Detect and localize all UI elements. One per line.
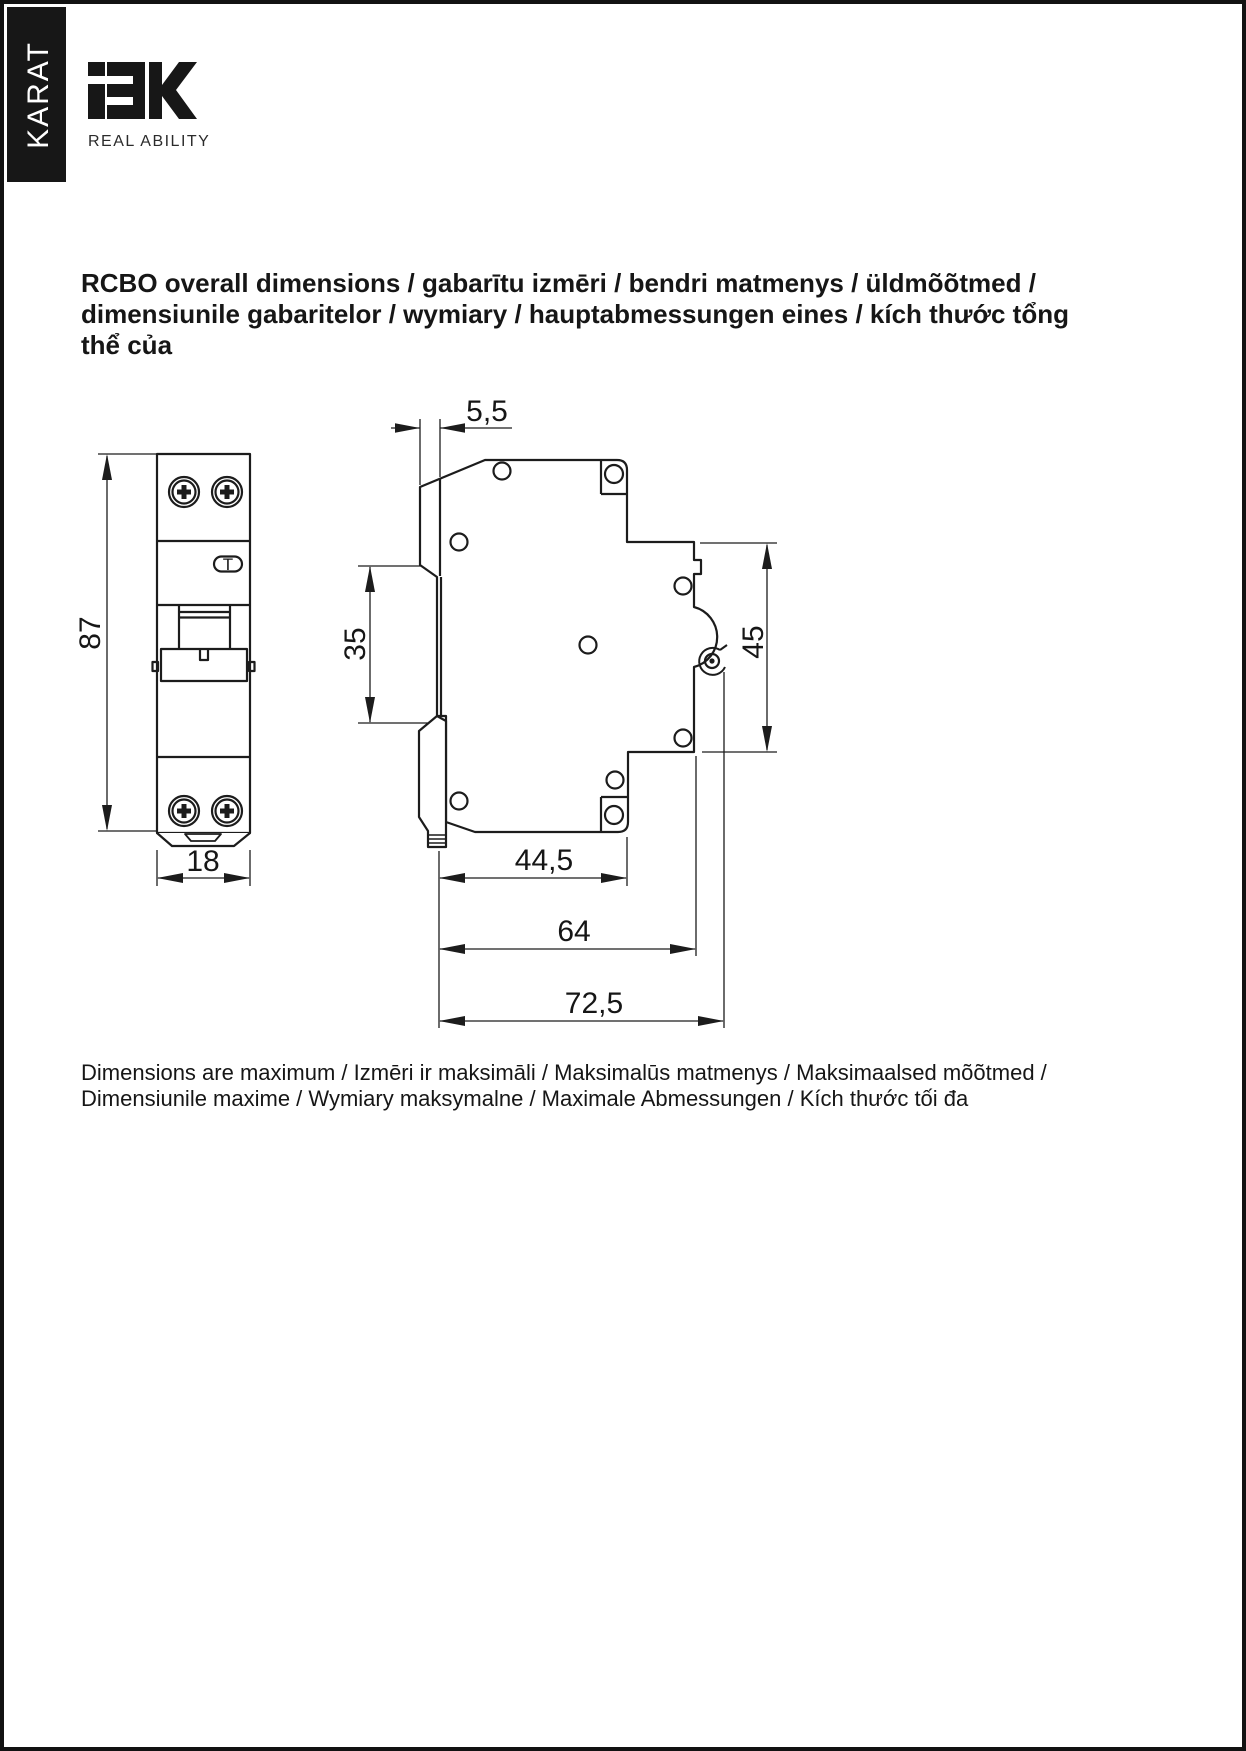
side-body-outline <box>420 460 717 832</box>
logo-tagline: REAL ABILITY <box>88 133 211 150</box>
karat-label: KARAT <box>22 41 55 149</box>
dim-label-5-5: 5,5 <box>466 395 508 428</box>
screw-bottom-left <box>169 796 199 826</box>
dim-label-35: 35 <box>339 627 372 661</box>
technical-drawing-canvas <box>4 4 1246 1751</box>
logo-i-stem <box>88 84 105 119</box>
page-title-line1: RCBO overall dimensions / gabarītu izmēri / bendri matmenys / üldmõõtmed / <box>81 268 1036 298</box>
screw-top-right <box>212 477 242 507</box>
logo-i-dot <box>88 62 105 76</box>
dim-label-18: 18 <box>186 845 220 878</box>
front-view-drawing <box>153 454 255 846</box>
test-button-label: T <box>222 555 234 574</box>
dim-label-72-5: 72,5 <box>564 987 624 1020</box>
dimensions-note-line2: Dimensiunile maxime / Wymiary maksymalne / Maximale Abmessungen / Kích thước tối đa <box>81 1086 969 1111</box>
iek-logo <box>88 62 197 119</box>
page-title-line2: dimensiunile gabaritelor / wymiary / hauptabmessungen eines / kích thước tổng thể của <box>81 299 1069 360</box>
karat-sidebar <box>7 7 66 182</box>
screw-bottom-right <box>212 796 242 826</box>
side-view-drawing <box>419 460 727 847</box>
page-title <box>81 268 1081 361</box>
logo-e-glyph <box>107 62 145 119</box>
toggle-handle <box>153 649 255 681</box>
dim-label-87: 87 <box>74 616 107 650</box>
dim-label-64: 64 <box>557 915 591 948</box>
dim-label-45: 45 <box>737 625 770 659</box>
dimensions-note <box>81 1060 1081 1112</box>
dim-label-44-5: 44,5 <box>514 844 574 877</box>
logo-k-glyph <box>149 62 197 119</box>
screw-top-left <box>169 477 199 507</box>
dimensions-note-line1: Dimensions are maximum / Izmēri ir maksimāli / Maksimalūs matmenys / Maksimaalsed mõõtmed / <box>81 1060 1047 1085</box>
din-rail-clip <box>419 716 446 847</box>
